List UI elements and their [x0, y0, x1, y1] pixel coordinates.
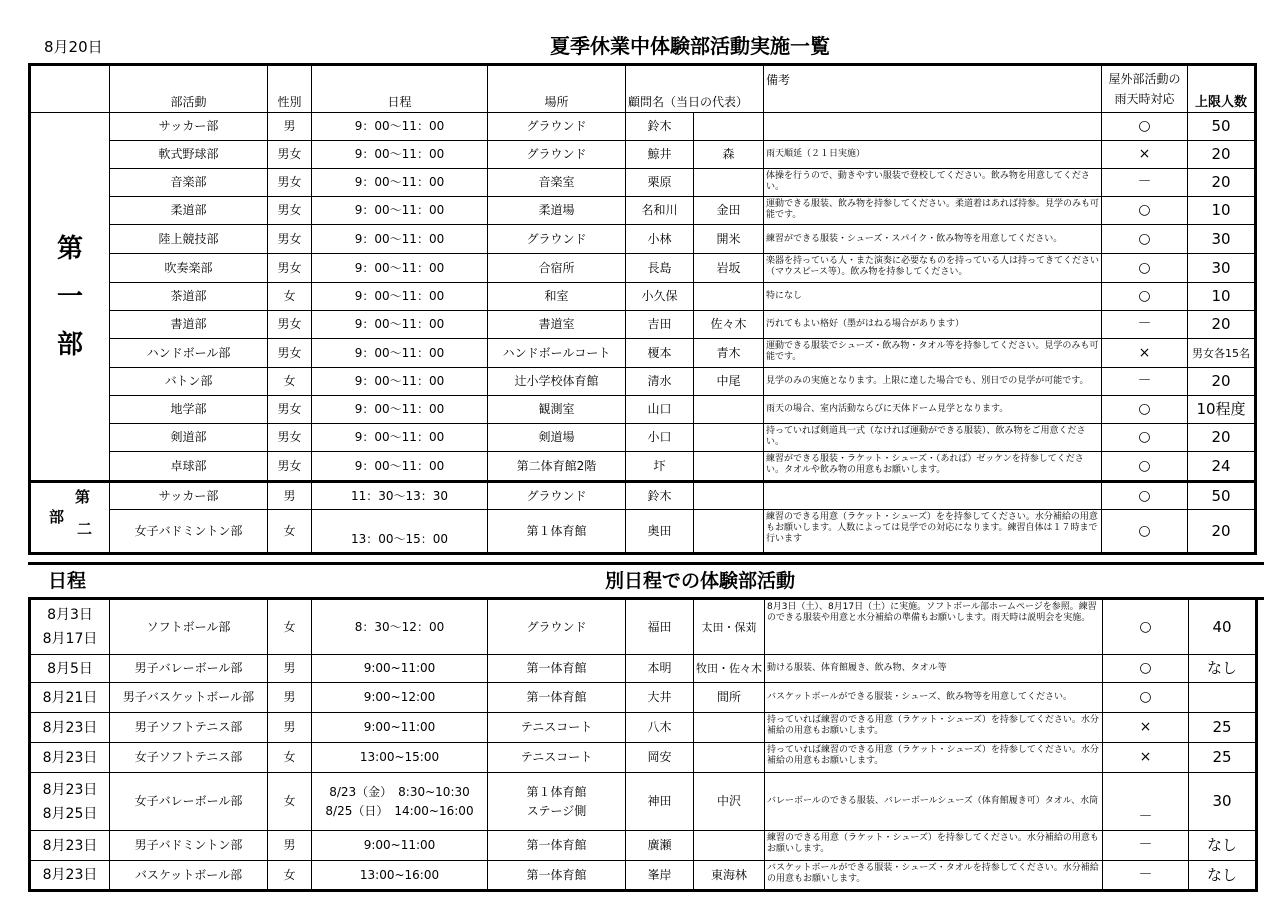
advisor: 鈴木: [626, 482, 694, 510]
advisor-sub: [694, 482, 764, 510]
rain-response: ○: [1102, 197, 1188, 225]
rain-response: ○: [1102, 482, 1188, 510]
place: 合宿所: [488, 254, 626, 283]
place-line: 第１体育館: [526, 784, 587, 799]
schedule-time: 9:00~11:00: [312, 713, 488, 743]
advisor-sub: [694, 510, 764, 554]
rain-response: ○: [1103, 683, 1189, 713]
capacity: [1189, 683, 1257, 713]
rain-response: ○: [1102, 452, 1188, 482]
notes: 運動できる服装でシューズ・飲み物・タオル等を持参してください。見学のみも可能です。: [764, 339, 1102, 368]
part1-row: [30, 311, 1256, 339]
gender: 女: [268, 283, 312, 311]
club-name: 茶道部: [110, 283, 268, 311]
advisor: 奥田: [626, 510, 694, 554]
advisor: 福田: [626, 599, 694, 655]
advisor: 大井: [626, 683, 694, 713]
advisor: 小久保: [626, 283, 694, 311]
schedule-time-line: 8/25（日） 14:00~16:00: [325, 803, 474, 818]
schedule-time: 9：00～11：00: [312, 169, 488, 197]
col-schedule: 日程: [312, 65, 488, 113]
advisor: 栗原: [626, 169, 694, 197]
notes: バスケットボールができる服装・シューズ・タオルを持参してください。水分補給の用意もお願いします。: [765, 861, 1103, 891]
gender: 男女: [268, 311, 312, 339]
event-date: [30, 773, 110, 831]
gender: 男: [268, 655, 312, 683]
club-name: 軟式野球部: [110, 141, 268, 169]
col-advisor: 顧問名（当日の代表）: [626, 65, 764, 113]
capacity: 25: [1189, 743, 1257, 773]
club-name: 女子ソフトテニス部: [110, 743, 268, 773]
advisor-sub: 中沢: [694, 773, 765, 831]
event-date: [30, 655, 110, 683]
place: 第１体育館: [488, 510, 626, 554]
gender: 男女: [268, 197, 312, 225]
notes: 練習ができる服装・ラケット・シューズ・（あれば）ゼッケンを持参してください。タオルや飲み物の用意もお願いします。: [764, 452, 1102, 482]
club-name: 卓球部: [110, 452, 268, 482]
schedule-time: 13:00~16:00: [312, 861, 488, 891]
advisor-sub: [694, 743, 765, 773]
schedule-time: 9：00～11：00: [312, 141, 488, 169]
capacity: 男女各15名: [1188, 339, 1256, 368]
notes: 特になし: [764, 283, 1102, 311]
other-row: [30, 861, 1257, 891]
place: グラウンド: [488, 141, 626, 169]
other-row: [30, 599, 1257, 655]
rain-response: －: [1102, 368, 1188, 396]
event-date-line: 8月21日: [42, 689, 98, 706]
schedule-time: 9：00～11：00: [312, 254, 488, 283]
advisor-sub: [694, 113, 764, 141]
part1-row: [30, 113, 1256, 141]
club-name: ハンドボール部: [110, 339, 268, 368]
notes: 汚れてもよい格好（墨がはねる場合があります）: [764, 311, 1102, 339]
club-name: ソフトボール部: [110, 599, 268, 655]
capacity: 50: [1188, 113, 1256, 141]
club-name: 陸上競技部: [110, 225, 268, 254]
notes: 持っていれば練習のできる用意（ラケット・シューズ）を持参してください。水分補給の用意もお願いします。: [765, 713, 1103, 743]
capacity: 20: [1188, 424, 1256, 452]
notes: バスケットボールができる服装・シューズ、飲み物等を用意してください。: [765, 683, 1103, 713]
club-name: 剣道部: [110, 424, 268, 452]
schedule-time: 9:00~11:00: [312, 655, 488, 683]
advisor: 長島: [626, 254, 694, 283]
notes: 練習のできる用意（ラケット・シューズ）を持参してください。水分補給の用意もお願いします。: [765, 831, 1103, 861]
notes: 練習ができる服装・シューズ・スパイク・飲み物等を用意してください。: [764, 225, 1102, 254]
section2-title: 別日程での体験部活動: [604, 570, 795, 592]
rain-response: －: [1103, 773, 1189, 831]
schedule-time: 11：30～13：30: [312, 482, 488, 510]
gender: 女: [268, 510, 312, 554]
col-rain-line1: 屋外部活動の: [1108, 72, 1181, 86]
advisor-sub: [694, 713, 765, 743]
advisor-sub: 森: [694, 141, 764, 169]
event-date-line: 8月23日: [42, 781, 98, 798]
club-name: 女子バレーボール部: [110, 773, 268, 831]
part1-label: [30, 113, 110, 482]
place: 第一体育館: [488, 683, 626, 713]
rain-response: ○: [1102, 254, 1188, 283]
other-schedule-table: [28, 597, 1258, 892]
place: 剣道場: [488, 424, 626, 452]
club-name: 地学部: [110, 396, 268, 424]
blank-header-cell: [30, 65, 110, 113]
col-rain: [1102, 65, 1188, 113]
place: テニスコート: [488, 713, 626, 743]
part1-row: [30, 283, 1256, 311]
place-line: ステージ側: [526, 803, 587, 818]
schedule-time: 9:00~12:00: [312, 683, 488, 713]
advisor: 峯岸: [626, 861, 694, 891]
part2-label: [30, 482, 110, 554]
capacity: 20: [1188, 141, 1256, 169]
capacity: 30: [1188, 254, 1256, 283]
rain-response: ○: [1102, 225, 1188, 254]
event-date-line: 8月23日: [42, 837, 98, 854]
gender: 男: [268, 683, 312, 713]
section2-left-label: 日程: [48, 570, 87, 592]
advisor: 吉田: [626, 311, 694, 339]
rain-response: ○: [1102, 113, 1188, 141]
place: ハンドボールコート: [488, 339, 626, 368]
place: 音楽室: [488, 169, 626, 197]
notes: [764, 113, 1102, 141]
advisor-sub: [694, 396, 764, 424]
club-name: 男子バレーボール部: [110, 655, 268, 683]
rain-response: －: [1103, 831, 1189, 861]
event-date: [30, 831, 110, 861]
place: [488, 773, 626, 831]
advisor-sub: 佐々木: [694, 311, 764, 339]
part1-row: [30, 225, 1256, 254]
club-name: 男子バドミントン部: [110, 831, 268, 861]
capacity: 10: [1188, 197, 1256, 225]
advisor: 圷: [626, 452, 694, 482]
event-date: [30, 743, 110, 773]
club-name: 書道部: [110, 311, 268, 339]
capacity: なし: [1189, 831, 1257, 861]
advisor-sub: [694, 169, 764, 197]
place: 観測室: [488, 396, 626, 424]
event-date-line: 8月23日: [42, 749, 98, 766]
notes: 練習のできる用意（ラケット・シューズ）をを持参してください。水分補給の用意もお願いします。人数によっては見学での対応になります。練習自体は１７時まで行います: [764, 510, 1102, 554]
notes: 楽器を持っている人・また演奏に必要なものを持っている人は持ってきてください（マウスピース等）。飲み物を持参してください。: [764, 254, 1102, 283]
event-date: [30, 713, 110, 743]
advisor-sub: [694, 831, 765, 861]
part1-row: [30, 424, 1256, 452]
capacity: 20: [1188, 311, 1256, 339]
part2-label-a: 第: [75, 488, 91, 506]
schedule-time-line: 8/23（金） 8:30~10:30: [329, 784, 470, 799]
gender: 女: [268, 743, 312, 773]
advisor-sub: 中尾: [694, 368, 764, 396]
part1-row: [30, 197, 1256, 225]
place: 辻小学校体育館: [488, 368, 626, 396]
schedule-time: 9：00～11：00: [312, 424, 488, 452]
capacity: 25: [1189, 713, 1257, 743]
club-name: サッカー部: [110, 482, 268, 510]
gender: 男: [268, 482, 312, 510]
gender: 男女: [268, 339, 312, 368]
capacity: なし: [1189, 861, 1257, 891]
place: 和室: [488, 283, 626, 311]
capacity: 20: [1188, 169, 1256, 197]
capacity: 40: [1189, 599, 1257, 655]
event-date: [30, 683, 110, 713]
club-name: 男子バスケットボール部: [110, 683, 268, 713]
advisor-sub: [694, 283, 764, 311]
capacity: 20: [1188, 368, 1256, 396]
notes: [764, 482, 1102, 510]
club-name: 女子バドミントン部: [110, 510, 268, 554]
notes: 見学のみの実施となります。上限に達した場合でも、別日での見学が可能です。: [764, 368, 1102, 396]
event-date-line: 8月25日: [42, 805, 98, 822]
club-name: 吹奏楽部: [110, 254, 268, 283]
advisor-sub: 太田・保苅: [694, 599, 765, 655]
event-date-line: 8月17日: [42, 631, 98, 647]
advisor: 小林: [626, 225, 694, 254]
other-row: [30, 713, 1257, 743]
gender: 女: [268, 368, 312, 396]
col-gender: 性別: [268, 65, 312, 113]
place: グラウンド: [488, 225, 626, 254]
event-date-line: 8月3日: [47, 607, 93, 623]
part1-row: [30, 396, 1256, 424]
col-place: 場所: [488, 65, 626, 113]
other-row: [30, 831, 1257, 861]
notes: 雨天の場合、室内活動ならびに天体ドーム見学となります。: [764, 396, 1102, 424]
place: 第二体育館2階: [488, 452, 626, 482]
part1-row: [30, 169, 1256, 197]
notes: 運動できる服装、飲み物を持参してください。柔道着はあれば持参。見学のみも可能です。: [764, 197, 1102, 225]
advisor: 鯨井: [626, 141, 694, 169]
gender: 男女: [268, 225, 312, 254]
club-name: 男子ソフトテニス部: [110, 713, 268, 743]
rain-response: ×: [1102, 141, 1188, 169]
place: グラウンド: [488, 113, 626, 141]
event-date-line: 8月23日: [42, 867, 98, 883]
schedule-time: 9：00～11：00: [312, 283, 488, 311]
main-schedule-table: [28, 63, 1257, 555]
notes: 体操を行うので、動きやすい服装で登校してください。飲み物を用意してください。: [764, 169, 1102, 197]
part2-row: [30, 510, 1256, 554]
capacity: なし: [1189, 655, 1257, 683]
advisor-sub: 開米: [694, 225, 764, 254]
rain-response: －: [1102, 169, 1188, 197]
place: テニスコート: [488, 743, 626, 773]
event-date-line: 8月5日: [47, 660, 93, 677]
gender: 男: [268, 831, 312, 861]
schedule-time: 9：00～11：00: [312, 113, 488, 141]
rain-response: ○: [1102, 510, 1188, 554]
advisor: 八木: [626, 713, 694, 743]
rain-response: ○: [1102, 424, 1188, 452]
gender: 男女: [268, 452, 312, 482]
place: 柔道場: [488, 197, 626, 225]
other-row: [30, 773, 1257, 831]
col-club: 部活動: [110, 65, 268, 113]
gender: 男: [268, 113, 312, 141]
gender: 男女: [268, 424, 312, 452]
gender: 女: [268, 773, 312, 831]
place: 第一体育館: [488, 861, 626, 891]
place: 第一体育館: [488, 655, 626, 683]
document-title: 夏季休業中体験部活動実施一覧: [550, 34, 830, 58]
schedule-time: 9:00~11:00: [312, 831, 488, 861]
notes: 8月3日（土）、8月17日（土）に実施。ソフトボール部ホームページを参照。練習のできる服装や用意と水分補給の準備もお願いします。雨天時は説明会を実施。: [765, 599, 1103, 655]
schedule-time: 9：00～11：00: [312, 225, 488, 254]
advisor: 廣瀬: [626, 831, 694, 861]
notes: 持っていれば剣道具一式（なければ運動ができる服装）、飲み物をご用意ください。: [764, 424, 1102, 452]
place: グラウンド: [488, 482, 626, 510]
rain-response: ○: [1103, 655, 1189, 683]
place: 書道室: [488, 311, 626, 339]
schedule-time: 9：00～11：00: [312, 452, 488, 482]
col-notes: 備考: [764, 65, 1102, 113]
advisor-sub: 東海林: [694, 861, 765, 891]
notes: バレーボールのできる服装、バレーボールシューズ（体育館履き可）タオル、水筒: [765, 773, 1103, 831]
club-name: 柔道部: [110, 197, 268, 225]
header-row: [30, 65, 1256, 113]
place: 第一体育館: [488, 831, 626, 861]
gender: 男女: [268, 141, 312, 169]
rain-response: －: [1103, 861, 1189, 891]
schedule-time: 9：00～11：00: [312, 339, 488, 368]
capacity: 10程度: [1188, 396, 1256, 424]
part1-label-char: 一: [56, 281, 83, 312]
schedule-time: 9：00～11：00: [312, 396, 488, 424]
gender: 女: [268, 599, 312, 655]
club-name: 音楽部: [110, 169, 268, 197]
advisor-sub: [694, 452, 764, 482]
advisor: 清水: [626, 368, 694, 396]
other-row: [30, 683, 1257, 713]
advisor-sub: 岩坂: [694, 254, 764, 283]
part2-label-c: 二: [77, 520, 93, 538]
event-date: [30, 861, 110, 891]
part1-row: [30, 368, 1256, 396]
col-capacity: 上限人数: [1188, 65, 1256, 113]
advisor-sub: 間所: [694, 683, 765, 713]
rain-response: ×: [1103, 713, 1189, 743]
part2-label-b: 部: [49, 508, 65, 526]
event-date: [30, 599, 110, 655]
place: グラウンド: [488, 599, 626, 655]
rain-response: －: [1102, 311, 1188, 339]
advisor: 名和川: [626, 197, 694, 225]
schedule-time: 8：30～12：00: [312, 599, 488, 655]
schedule-time: [312, 773, 488, 831]
part1-label-char: 第: [56, 233, 83, 264]
schedule-time: 13：00～15：00: [312, 510, 488, 554]
event-date-line: 8月23日: [42, 719, 98, 736]
advisor: 本明: [626, 655, 694, 683]
gender: 男女: [268, 169, 312, 197]
other-row: [30, 655, 1257, 683]
schedule-time: 9：00～11：00: [312, 311, 488, 339]
rain-response: ○: [1103, 599, 1189, 655]
part2-row: [30, 482, 1256, 510]
notes: 持っていれば練習のできる用意（ラケット・シューズ）を持参してください。水分補給の用意もお願いします。: [765, 743, 1103, 773]
gender: 男: [268, 713, 312, 743]
capacity: 10: [1188, 283, 1256, 311]
rain-response: ×: [1103, 743, 1189, 773]
rain-response: ○: [1102, 396, 1188, 424]
advisor: 神田: [626, 773, 694, 831]
advisor: 岡安: [626, 743, 694, 773]
col-rain-line2: 雨天時対応: [1114, 92, 1175, 106]
club-name: サッカー部: [110, 113, 268, 141]
schedule-time: 9：00～11：00: [312, 197, 488, 225]
document-date: 8月20日: [44, 38, 103, 56]
advisor-sub: [694, 424, 764, 452]
capacity: 30: [1189, 773, 1257, 831]
part1-label-char: 部: [56, 329, 83, 360]
advisor: 榎本: [626, 339, 694, 368]
advisor-sub: 青木: [694, 339, 764, 368]
advisor: 山口: [626, 396, 694, 424]
schedule-time: 13:00~15:00: [312, 743, 488, 773]
capacity: 24: [1188, 452, 1256, 482]
club-name: バスケットボール部: [110, 861, 268, 891]
advisor: 小口: [626, 424, 694, 452]
part1-row: [30, 339, 1256, 368]
rain-response: ×: [1102, 339, 1188, 368]
capacity: 20: [1188, 510, 1256, 554]
schedule-time: 9：00～11：00: [312, 368, 488, 396]
notes: 雨天順延（２１日実施）: [764, 141, 1102, 169]
part1-row: [30, 254, 1256, 283]
gender: 男女: [268, 396, 312, 424]
advisor-sub: 金田: [694, 197, 764, 225]
gender: 男女: [268, 254, 312, 283]
gender: 女: [268, 861, 312, 891]
club-name: バトン部: [110, 368, 268, 396]
notes: 動ける服装、体育館履き、飲み物、タオル等: [765, 655, 1103, 683]
other-row: [30, 743, 1257, 773]
advisor: 鈴木: [626, 113, 694, 141]
advisor-sub: 牧田・佐々木: [694, 655, 765, 683]
part1-row: [30, 141, 1256, 169]
capacity: 50: [1188, 482, 1256, 510]
capacity: 30: [1188, 225, 1256, 254]
part1-row: [30, 452, 1256, 482]
rain-response: ○: [1102, 283, 1188, 311]
